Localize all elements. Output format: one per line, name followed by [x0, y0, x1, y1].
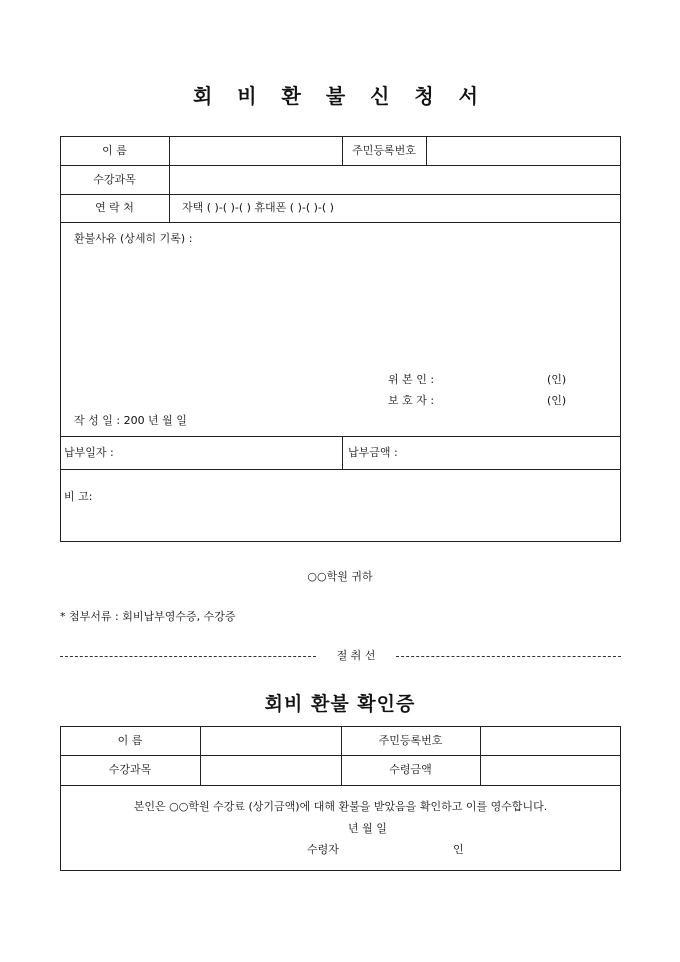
remarks-label: 비 고:	[64, 490, 93, 503]
contact-field[interactable]: 자택 ( )-( )-( ) 휴대폰 ( )-( )-( )	[182, 201, 334, 214]
refund-reason-label: 환불사유 (상세히 기록) :	[74, 232, 193, 245]
contact-label: 연 락 처	[95, 201, 134, 214]
cut-line-label: 절 취 선	[336, 649, 376, 662]
receipt-statement: 본인은 ○○학원 수강료 (상기금액)에 대해 환불을 받았음을 확인하고 이를 영수합니다.	[133, 800, 548, 813]
row-divider	[60, 785, 621, 786]
guardian-seal: (인)	[547, 394, 567, 407]
addressee: ○○학원 귀하	[307, 570, 373, 583]
confirmation-resident-number-field[interactable]	[481, 727, 620, 754]
attachments-note: * 첨부서류 : 회비납부영수증, 수강증	[60, 610, 236, 623]
row-divider	[60, 436, 621, 437]
cut-line-right	[396, 656, 621, 657]
row-divider	[60, 222, 621, 223]
recipient-seal: 인	[453, 843, 464, 856]
confirmation-title: 회비 환불 확인증	[264, 693, 416, 715]
recipient-label: 수령자	[307, 843, 339, 856]
receipt-date-line: 년 월 일	[348, 822, 387, 835]
resident-number-label: 주민등록번호	[352, 144, 416, 157]
written-date: 작 성 일 : 200 년 월 일	[74, 414, 187, 427]
payment-amount-label: 납부금액 :	[348, 446, 398, 459]
applicant-seal: (인)	[547, 373, 567, 386]
refund-reason-field[interactable]	[62, 250, 362, 370]
received-amount-label: 수령금액	[389, 763, 432, 776]
remarks-field[interactable]	[130, 472, 618, 538]
received-amount-field[interactable]	[481, 756, 620, 784]
column-divider	[342, 436, 343, 469]
row-divider	[60, 469, 621, 470]
confirmation-course-label: 수강과목	[108, 763, 152, 776]
form-title: 회 비 환 불 신 청 서	[192, 84, 488, 108]
applicant-label: 위 본 인 :	[388, 373, 435, 386]
row-divider	[60, 194, 621, 195]
cut-line-left	[60, 656, 316, 657]
name-field[interactable]	[170, 137, 341, 164]
course-label: 수강과목	[93, 173, 136, 186]
name-label: 이 름	[102, 144, 127, 157]
guardian-label: 보 호 자 :	[388, 394, 435, 407]
confirmation-name-label: 이 름	[117, 734, 143, 747]
confirmation-name-field[interactable]	[201, 727, 340, 754]
confirmation-resident-number-label: 주민등록번호	[378, 734, 443, 747]
confirmation-course-field[interactable]	[201, 756, 340, 784]
course-field[interactable]	[170, 166, 620, 193]
resident-number-field[interactable]	[427, 137, 620, 164]
payment-date-label: 납부일자 :	[64, 446, 114, 459]
